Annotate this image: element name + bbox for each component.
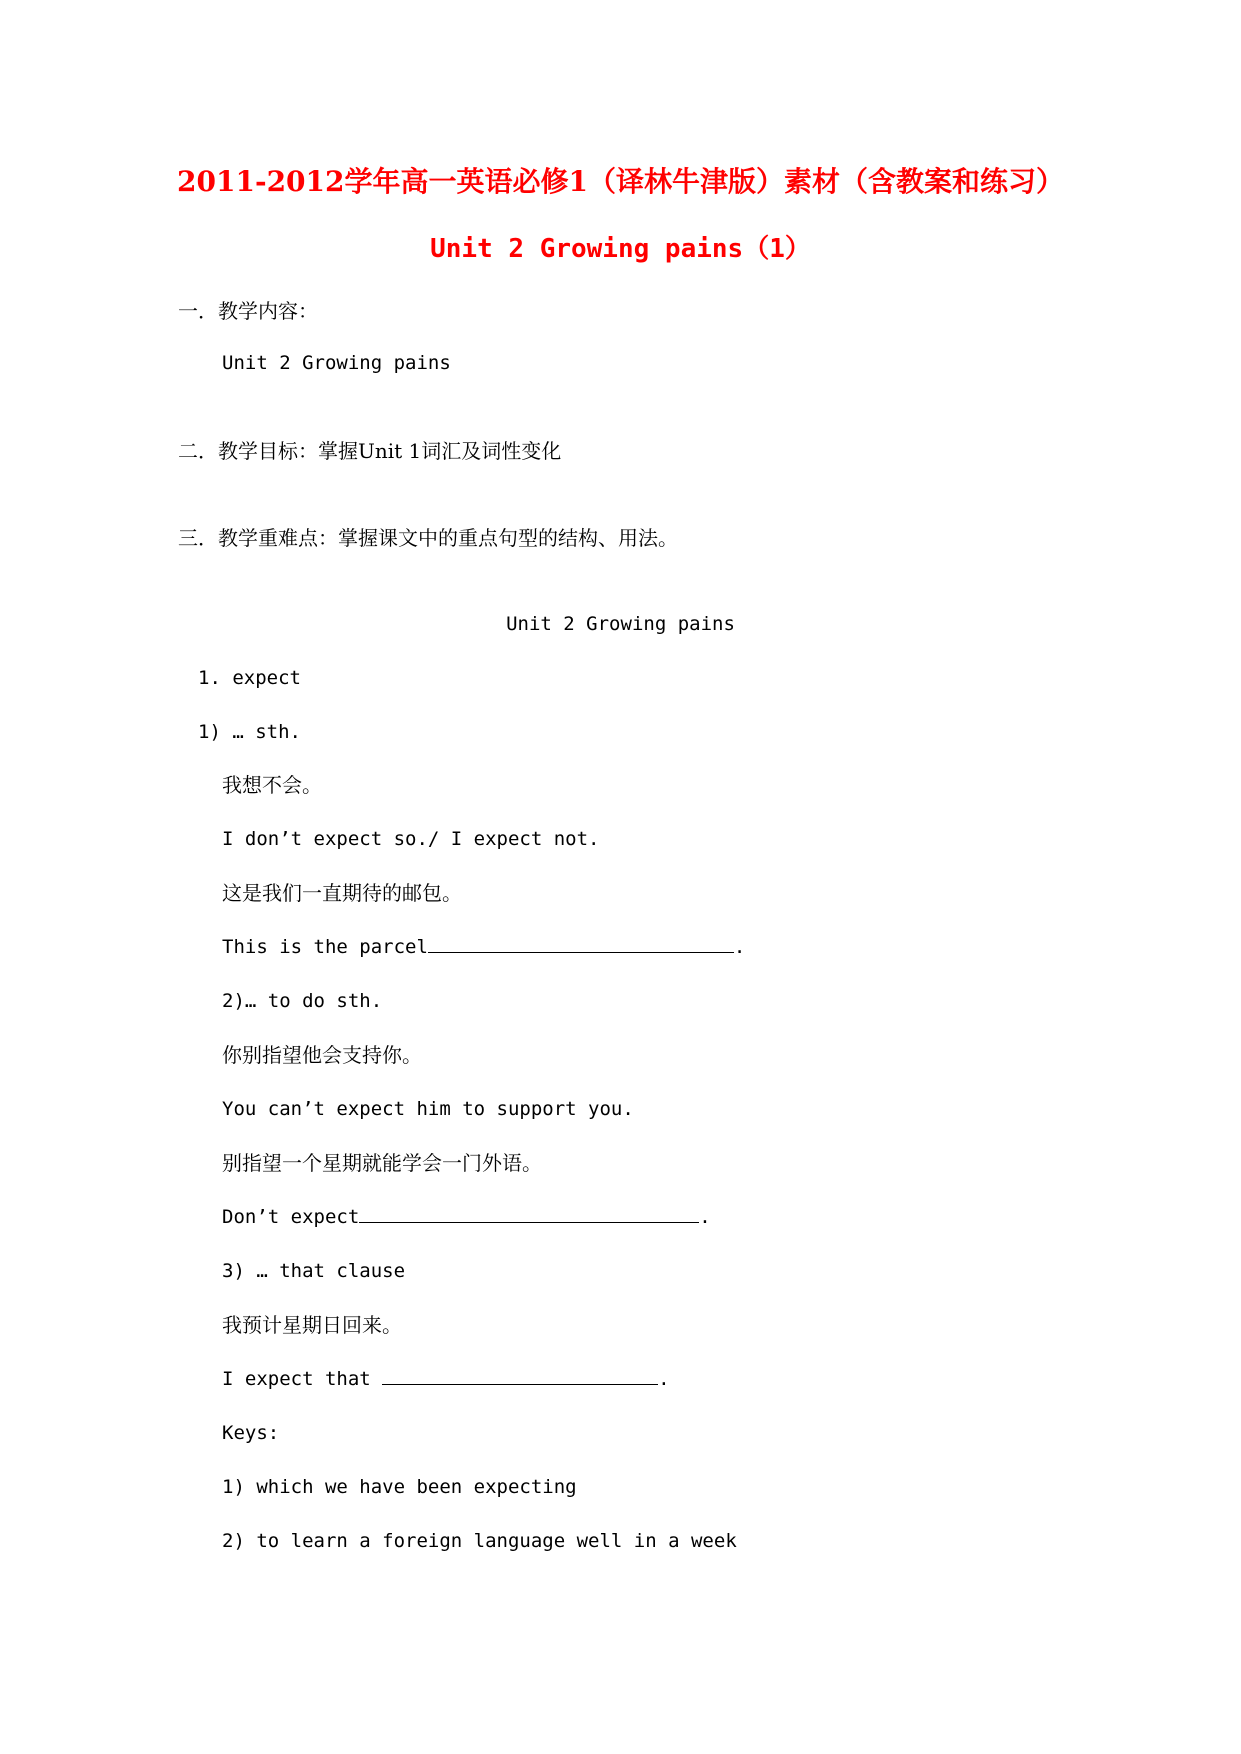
- exercise-4-prefix: Don’t expect: [222, 1206, 360, 1228]
- sub-item-3: 3) … that clause: [222, 1260, 406, 1282]
- chinese-sentence-4: 别指望一个星期就能学会一门外语。: [222, 1151, 542, 1175]
- exercise-sentence-4: [222, 1204, 711, 1230]
- exercise-sentence-2: [222, 934, 745, 960]
- exercise-sentence-5: [222, 1366, 670, 1392]
- key-answer-2: 2) to learn a foreign language well in a week: [222, 1530, 737, 1552]
- chinese-sentence-1: 我想不会。: [222, 773, 322, 797]
- keys-label: Keys:: [222, 1422, 280, 1444]
- exercise-2-suffix: .: [733, 936, 746, 958]
- exercise-4-suffix: .: [699, 1206, 711, 1228]
- section-2: 二．教学目标：掌握Unit 1词汇及词性变化: [178, 439, 562, 463]
- exercise-2-prefix: This is the parcel: [222, 936, 428, 958]
- english-sentence-3: You can’t expect him to support you.: [222, 1098, 634, 1120]
- chinese-sentence-2: 这是我们一直期待的邮包。: [222, 881, 462, 905]
- exercise-5-prefix: I expect that: [222, 1368, 383, 1390]
- answer-blank-4[interactable]: [359, 1204, 699, 1223]
- english-sentence-1: I don’t expect so./ I expect not.: [222, 828, 600, 850]
- unit-title: Unit 2 Growing pains（1）: [430, 234, 811, 264]
- answer-blank-2[interactable]: [428, 934, 734, 953]
- sub-item-1: 1) … sth.: [198, 721, 301, 743]
- chinese-sentence-5: 我预计星期日回来。: [222, 1313, 402, 1337]
- section-3: 三．教学重难点：掌握课文中的重点句型的结构、用法。: [178, 526, 678, 550]
- section-1-content: Unit 2 Growing pains: [222, 352, 451, 374]
- key-answer-1: 1) which we have been expecting: [222, 1476, 577, 1498]
- section-1-heading: 一．教学内容：: [178, 299, 318, 323]
- chinese-sentence-3: 你别指望他会支持你。: [222, 1043, 422, 1067]
- exercise-5-suffix: .: [658, 1368, 670, 1390]
- answer-blank-5[interactable]: [382, 1366, 658, 1385]
- item-1: 1. expect: [198, 667, 301, 689]
- document-title: 2011-2012学年高一英语必修1（译林牛津版）素材（含教案和练习）: [177, 165, 1064, 198]
- body-center-title: Unit 2 Growing pains: [506, 613, 735, 635]
- sub-item-2: 2)… to do sth.: [222, 990, 383, 1012]
